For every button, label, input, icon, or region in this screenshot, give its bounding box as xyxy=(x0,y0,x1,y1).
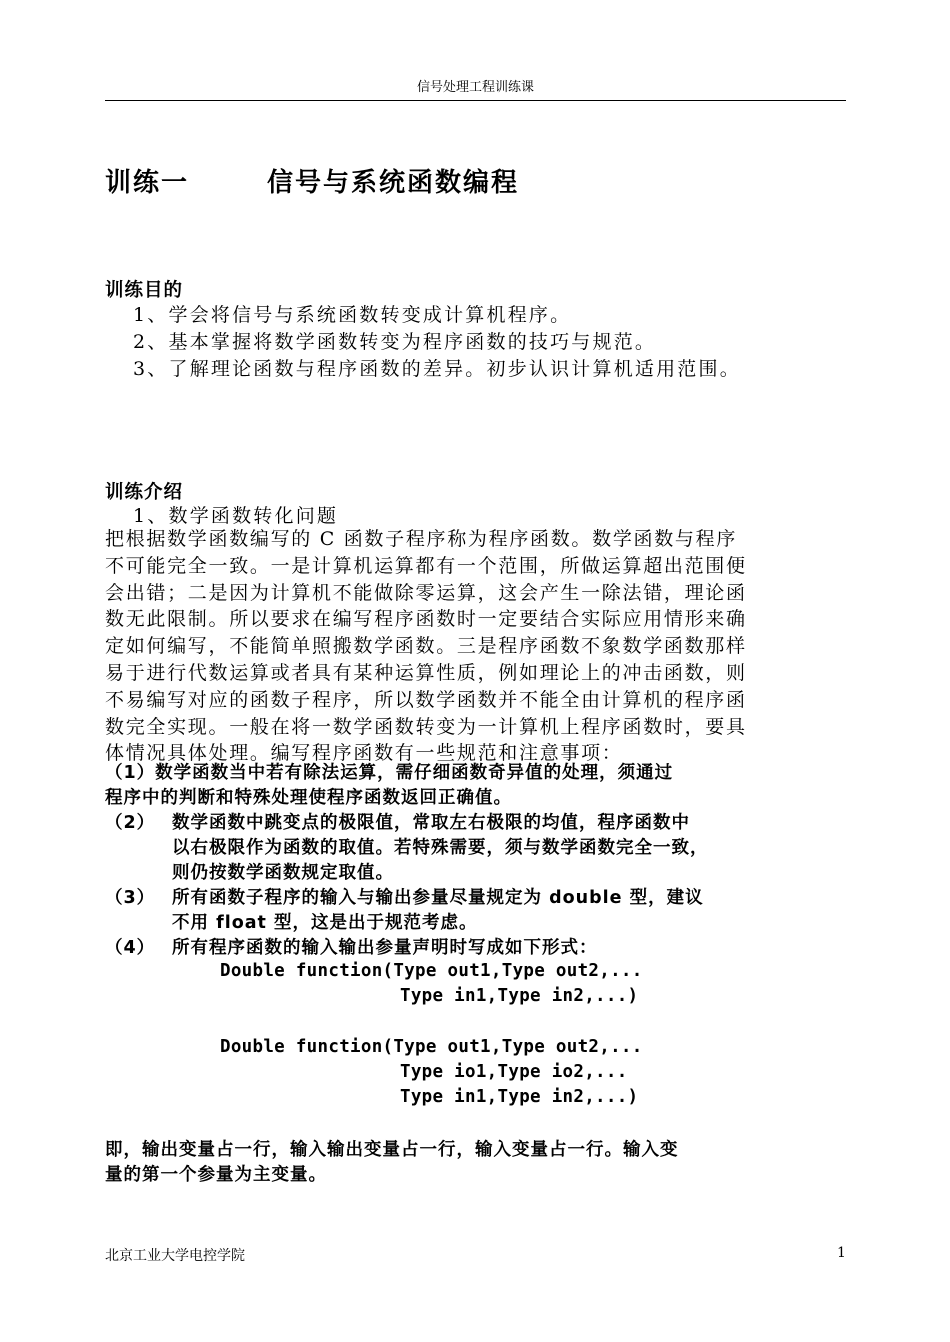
rule-4-line: 所有程序函数的输入输出参量声明时写成如下形式： xyxy=(172,938,598,958)
paragraph-line: 数无此限制。所以要求在编写程序函数时一定要结合实际应用情形来确 xyxy=(105,608,747,631)
rule-1-line: 程序中的判断和特殊处理使程序函数返回正确值。 xyxy=(105,788,512,808)
rule-3-line: 不用 float 型，这是出于规范考虑。 xyxy=(172,913,478,933)
page-header xyxy=(105,78,846,101)
code-line: Double function(Type out1,Type out2,... xyxy=(220,961,643,981)
purpose-item: 2、基本掌握将数学函数转变为程序函数的技巧与规范。 xyxy=(133,331,657,353)
code-line: Type io1,Type io2,... xyxy=(400,1062,628,1082)
rule-4-number: （4） xyxy=(105,938,156,958)
purpose-item: 3、了解理论函数与程序函数的差异。初步认识计算机适用范围。 xyxy=(133,358,741,380)
paragraph-line: 易于进行代数运算或者具有某种运算性质，例如理论上的冲击函数，则 xyxy=(105,661,747,684)
paragraph-line: 体情况具体处理。编写程序函数有一些规范和注意事项： xyxy=(105,742,623,765)
title-name: 信号与系统函数编程 xyxy=(267,168,520,198)
intro-heading: 训练介绍 xyxy=(105,482,184,503)
rule-3-number: （3） xyxy=(105,888,156,908)
rule-2-line: 数学函数中跳变点的极限值，常取左右极限的均值，程序函数中 xyxy=(172,813,690,833)
paragraph-line: 把根据数学函数编写的 C 函数子程序称为程序函数。数学函数与程序 xyxy=(105,528,738,550)
intro-paragraph xyxy=(105,526,850,767)
rule-2-line: 则仍按数学函数规定取值。 xyxy=(172,863,394,883)
header-title: 信号处理工程训练课 xyxy=(416,80,534,95)
rule-4 xyxy=(105,934,598,959)
paragraph-line: 会出错；二是因为计算机不能做除零运算，这会产生一除法错，理论函 xyxy=(105,581,747,604)
footer-school: 北京工业大学电控学院 xyxy=(105,1248,245,1264)
rule-3 xyxy=(105,884,704,909)
rule-2 xyxy=(105,809,690,834)
rule-2-number: （2） xyxy=(105,813,156,833)
purpose-heading: 训练目的 xyxy=(105,280,184,301)
code-line: Type in1,Type in2,...) xyxy=(400,986,639,1006)
rule-2-line: 以右极限作为函数的取值。若特殊需要，须与数学函数完全一致， xyxy=(172,838,709,858)
code-line: Type in1,Type in2,...) xyxy=(400,1087,639,1107)
title-number: 训练一 xyxy=(105,168,190,198)
paragraph-line: 不易编写对应的函数子程序，所以数学函数并不能全由计算机的程序函 xyxy=(105,688,747,711)
rule-3-line: 所有函数子程序的输入与输出参量尽量规定为 double 型，建议 xyxy=(172,888,704,908)
paragraph-line: 数完全实现。一般在将一数学函数转变为一计算机上程序函数时，要具 xyxy=(105,715,747,738)
paragraph-line: 定如何编写，不能简单照搬数学函数。三是程序函数不象数学函数那样 xyxy=(105,635,747,658)
page-title xyxy=(105,162,519,199)
purpose-item: 1、学会将信号与系统函数转变成计算机程序。 xyxy=(133,304,572,326)
intro-subheading: 1、数学函数转化问题 xyxy=(133,505,339,527)
conclusion-line: 量的第一个参量为主变量。 xyxy=(105,1165,327,1185)
paragraph-line: 不可能完全一致。一是计算机运算都有一个范围，所做运算超出范围便 xyxy=(105,554,747,577)
code-line: Double function(Type out1,Type out2,... xyxy=(220,1037,643,1057)
rule-1-line: （1）数学函数当中若有除法运算，需仔细函数奇异值的处理，须通过 xyxy=(105,763,674,783)
page-number: 1 xyxy=(837,1245,846,1261)
conclusion-line: 即，输出变量占一行，输入输出变量占一行，输入变量占一行。输入变 xyxy=(105,1140,679,1160)
